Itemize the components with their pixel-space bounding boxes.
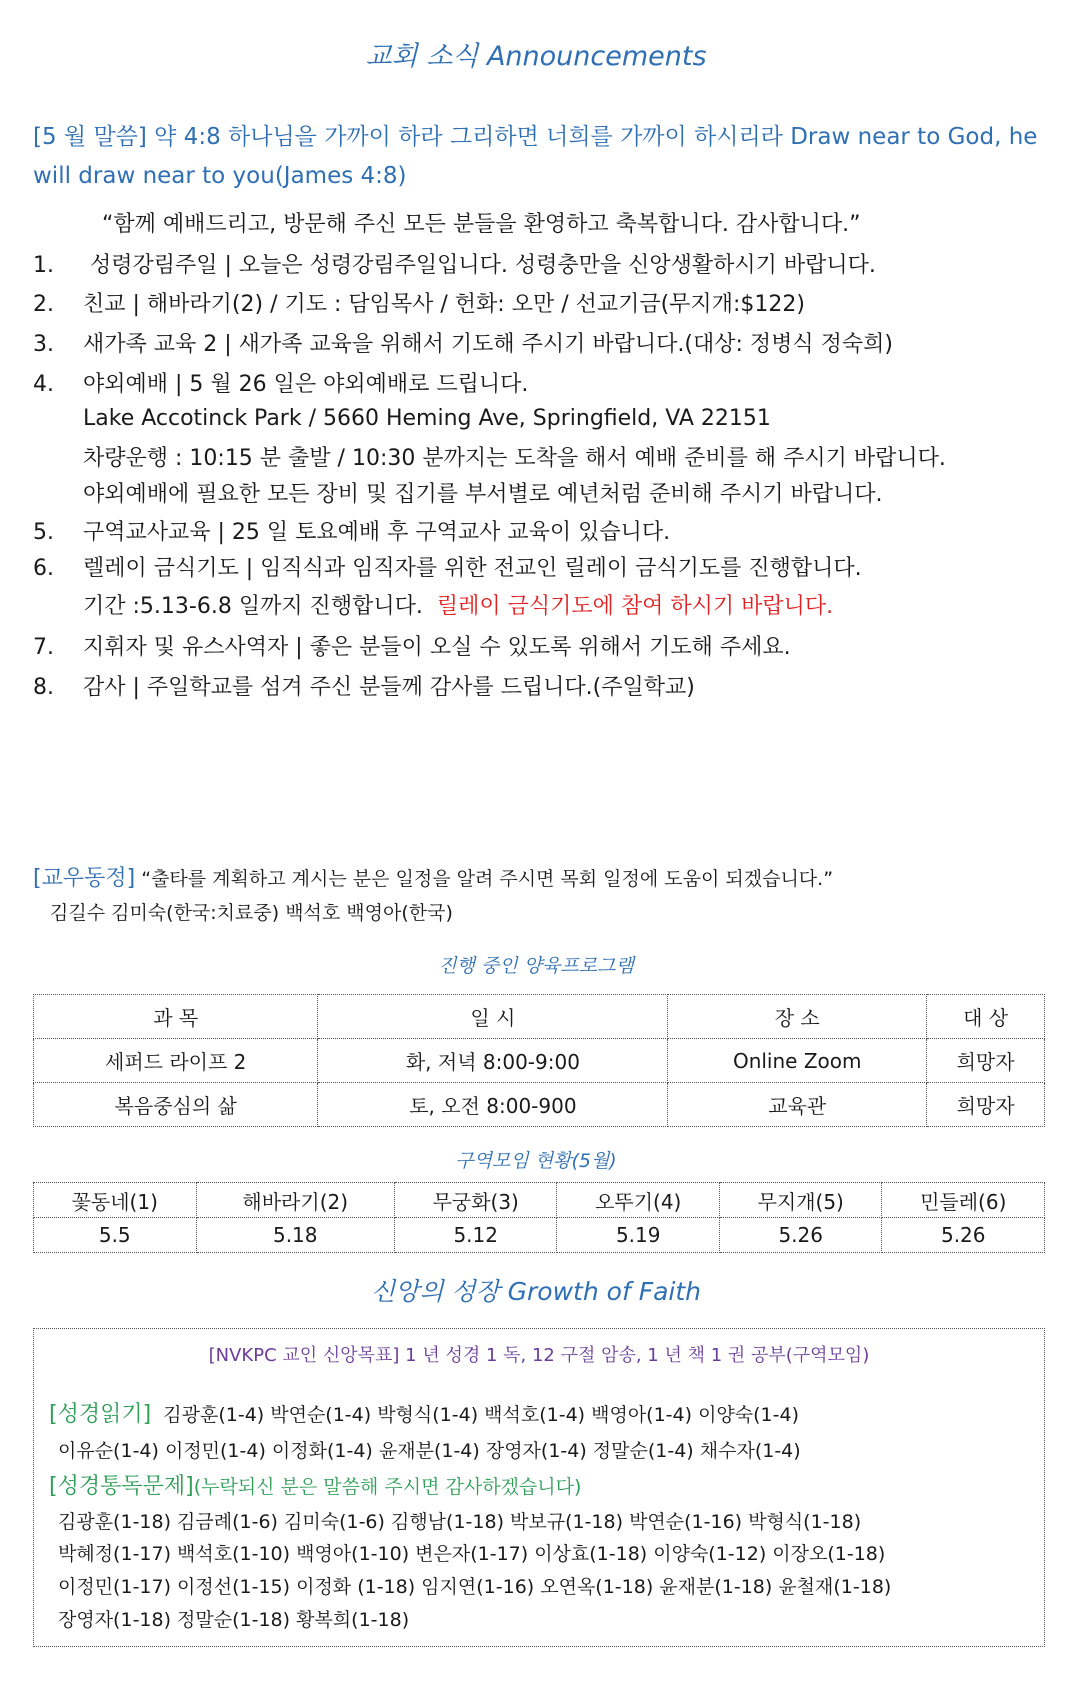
announcement-item: 1. 성령강림주일 | 오늘은 성령강림주일입니다. 성령충만을 신앙생활하시기 바랍니다. (33, 253, 876, 278)
quiz-line: 이정민(1-17) 이정선(1-15) 이정화 (1-18) 임지연(1-16) 오연옥(1-18) 윤재분(1-18) 윤철재(1-18) (58, 1576, 892, 1598)
announcement-item: 6. 렐레이 금식기도 | 임직식과 임직자를 위한 전교인 릴레이 금식기도를 진행합니다. (33, 556, 862, 581)
table-row (34, 1083, 1045, 1127)
table-cell: 토, 오전 8:00-900 (318, 1083, 668, 1127)
program-heading: 진행 중인 양육프로그램 (438, 955, 634, 977)
table-header: 무궁화(3) (394, 1183, 557, 1218)
table-header: 무지개(5) (719, 1183, 882, 1218)
faith-goal: [NVKPC 교인 신앙목표] 1 년 성경 1 독, 12 구절 암송, 1 년 책 1 권 공부(구역모임) (208, 1345, 870, 1366)
table-cell: 5.26 (882, 1218, 1045, 1253)
table-header-row (34, 1183, 1045, 1218)
table-header: 민들레(6) (882, 1183, 1045, 1218)
picnic-address: Lake Accotinck Park / 5660 Heming Ave, Springfield, VA 22151 (83, 406, 771, 431)
quiz-line: 장영자(1-18) 정말순(1-18) 황복희(1-18) (58, 1609, 410, 1631)
faith-heading: 신앙의 성장 Growth of Faith (371, 1277, 701, 1306)
relay-period: 기간 :5.13-6.8 일까지 진행합니다. 릴레이 금식기도에 참여 하시기 바랍니다. (83, 594, 834, 619)
table-cell: Online Zoom (668, 1039, 927, 1083)
member-news-names: 김길수 김미숙(한국:치료중) 백석호 백영아(한국) (50, 902, 453, 924)
quiz-note: (누락되신 분은 말씀해 주시면 감사하겠습니다) (193, 1476, 582, 1498)
table-cell: 세퍼드 라이프 2 (34, 1039, 318, 1083)
table-header: 대 상 (927, 995, 1045, 1039)
welcome-quote: “함께 예배드리고, 방문해 주신 모든 분들을 환영하고 축복합니다. 감사합니다.” (102, 212, 861, 237)
announcement-item: 2. 친교 | 해바라기(2) / 기도 : 담임목사 / 헌화: 오만 / 선교기금(무지개:$122) (33, 292, 805, 317)
announcement-item: 5. 구역교사교육 | 25 일 토요예배 후 구역교사 교육이 있습니다. (33, 520, 671, 545)
table-header: 해바라기(2) (196, 1183, 394, 1218)
member-news-tag: [교우동정] (33, 866, 136, 891)
table-cell: 5.26 (719, 1218, 882, 1253)
relay-highlight: 릴레이 금식기도에 참여 하시기 바랍니다. (436, 594, 834, 619)
announcement-item: 7. 지휘자 및 유스사역자 | 좋은 분들이 오실 수 있도록 위해서 기도해 주세요. (33, 635, 791, 660)
table-header-row (34, 995, 1045, 1039)
reading-title: [성경읽기] (49, 1402, 152, 1427)
table-row (34, 1039, 1045, 1083)
monthly-verse: [5 월 말씀] 약 4:8 하나님을 가까이 하라 그리하면 너희를 가까이 하시리라 Draw near to God, he will draw near to you(James 4:8) (33, 124, 1038, 189)
cell-group-heading: 구역모임 현황(5월) (455, 1150, 617, 1172)
quiz-line: 김광훈(1-18) 김금례(1-6) 김미숙(1-6) 김행남(1-18) 박보규(1-18) 박연순(1-16) 박형식(1-18) (58, 1511, 862, 1533)
faith-box (33, 1328, 1045, 1647)
program-table (33, 994, 1045, 1127)
picnic-equipment: 야외예배에 필요한 모든 장비 및 집기를 부서별로 예년처럼 준비해 주시기 바랍니다. (83, 482, 883, 507)
reading-line: [성경읽기] 김광훈(1-4) 박연순(1-4) 박형식(1-4) 백석호(1-4) 백영아(1-4) 이양숙(1-4) (49, 1402, 799, 1427)
announcement-item: 4. 야외예배 | 5 월 26 일은 야외예배로 드립니다. (33, 372, 529, 397)
quiz-line: 박혜정(1-17) 백석호(1-10) 백영아(1-10) 변은자(1-17) 이상효(1-18) 이양숙(1-12) 이장오(1-18) (58, 1543, 886, 1565)
table-header: 장 소 (668, 995, 927, 1039)
table-cell: 복음중심의 삶 (34, 1083, 318, 1127)
picnic-transport: 차량운행 : 10:15 분 출발 / 10:30 분까지는 도착을 해서 예배 준비를 해 주시기 바랍니다. (83, 446, 946, 471)
table-header: 과 목 (34, 995, 318, 1039)
table-header: 일 시 (318, 995, 668, 1039)
table-row (34, 1218, 1045, 1253)
table-cell: 희망자 (927, 1083, 1045, 1127)
member-news: [교우동정] “출타를 계획하고 계시는 분은 일정을 알려 주시면 목회 일정에 도움이 되겠습니다.” (33, 866, 834, 891)
table-header: 오뚜기(4) (557, 1183, 720, 1218)
announcements-heading: 교회 소식 Announcements (365, 41, 707, 72)
reading-line: 이유순(1-4) 이정민(1-4) 이정화(1-4) 윤재분(1-4) 장영자(1-4) 정말순(1-4) 채수자(1-4) (58, 1440, 801, 1462)
table-cell: 5.5 (34, 1218, 197, 1253)
table-cell: 교육관 (668, 1083, 927, 1127)
cell-group-table (33, 1182, 1045, 1253)
table-cell: 화, 저녁 8:00-9:00 (318, 1039, 668, 1083)
quiz-title: [성경통독문제] (49, 1474, 194, 1499)
table-header: 꽃동네(1) (34, 1183, 197, 1218)
quiz-title-line (49, 1469, 581, 1500)
table-cell: 5.19 (557, 1218, 720, 1253)
announcement-item: 8. 감사 | 주일학교를 섬겨 주신 분들께 감사를 드립니다.(주일학교) (33, 675, 695, 700)
table-cell: 5.18 (196, 1218, 394, 1253)
table-cell: 5.12 (394, 1218, 557, 1253)
table-cell: 희망자 (927, 1039, 1045, 1083)
announcement-item: 3. 새가족 교육 2 | 새가족 교육을 위해서 기도해 주시기 바랍니다.(대상: 정병식 정숙희) (33, 332, 893, 357)
